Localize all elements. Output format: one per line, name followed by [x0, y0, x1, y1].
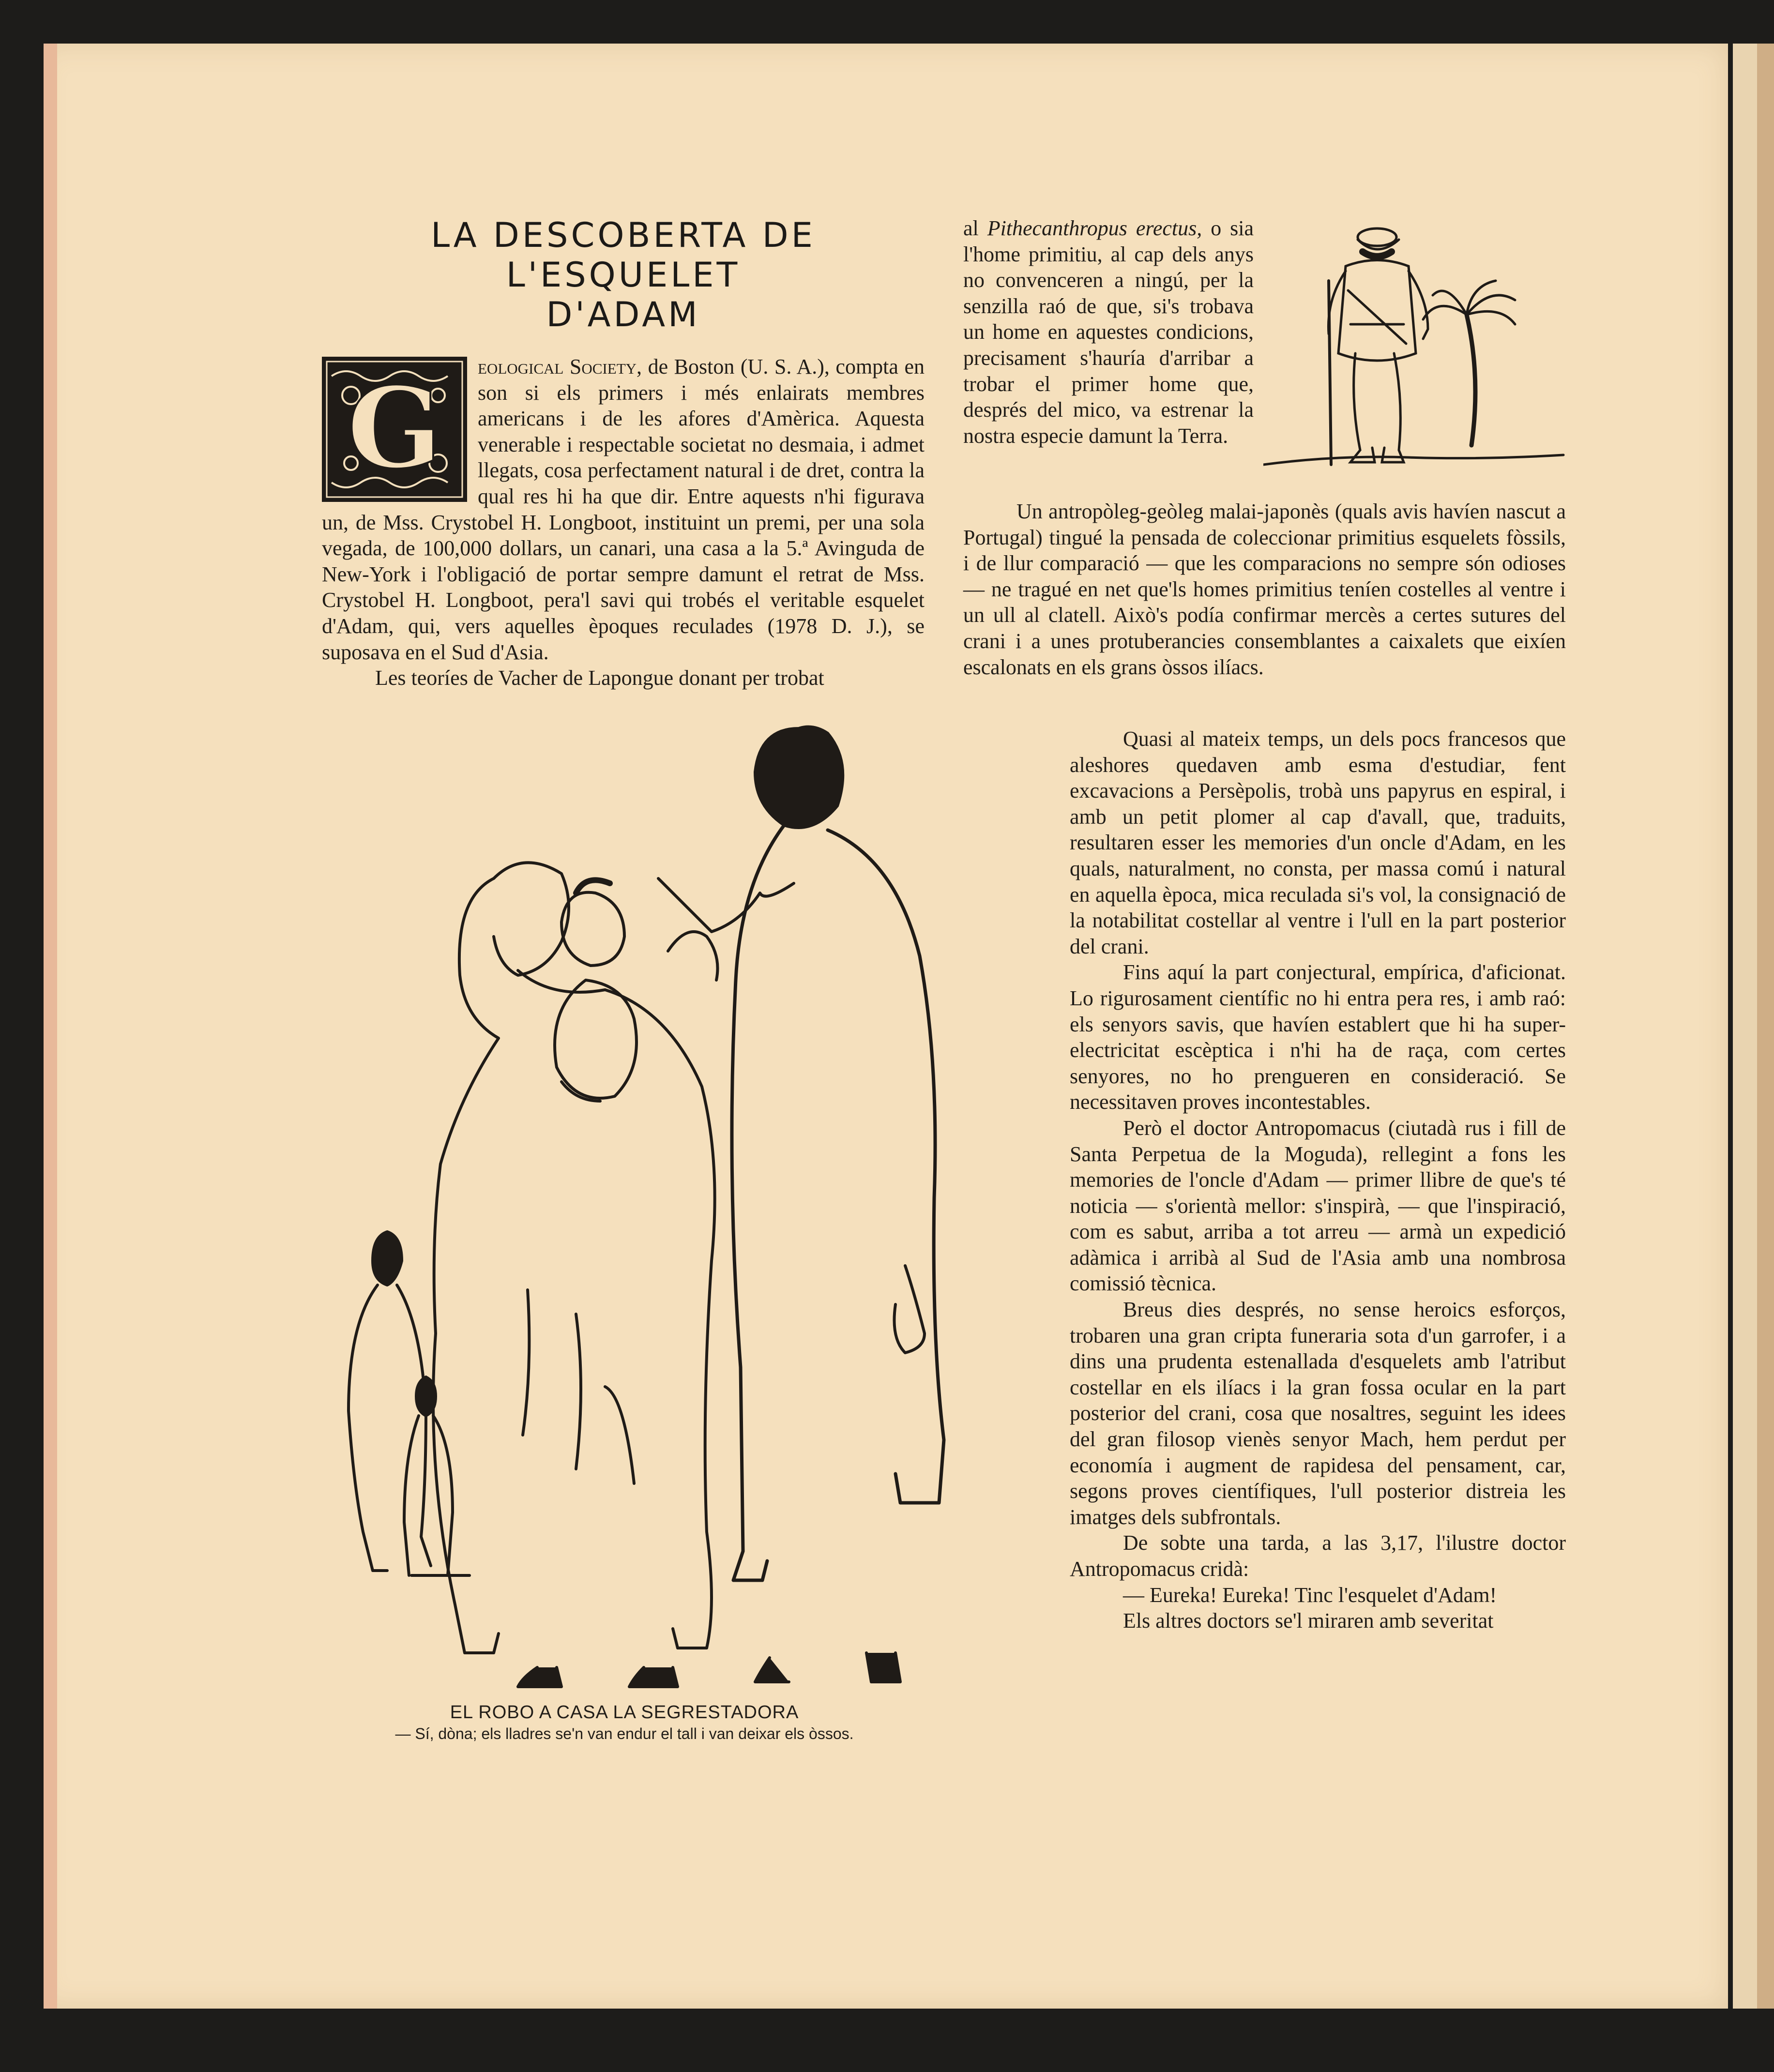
title-line-2: D'ADAM [546, 295, 700, 334]
caption-dialogue: — Sí, dòna; els lladres se'n van endur el tall i van deixar els òssos. [395, 1725, 854, 1742]
paragraph-7: Breus dies després, no sense heroics esforços, trobaren una gran cripta funeraria sota d'un garrofer, i a dins una prudenta estenallada d'esquelets amb l'atribut costellar en els ilíacs i la gran fossa ocular en la part posterior del crani, cosa que nosaltres, seguint les idees del gran filosop vienès senyor Mach, hem perdut per economía i augment de rapidesa del pensament, car, segons proves científiques, l'ull posterior distreia les imatges dels subfrontals. [1070, 1298, 1566, 1529]
paragraph-1-text: de Boston (U. S. A.), compta en son si els primers i més enlairats membres americans i de les afores d'Amèrica. Aquesta venerable i respectable societat no desmaia, i admet llegats, cosa perfectament natural i de dret, contra la qual res hi ha que dir. Entre aquests n'hi figurava un, de Mss. Crystobel H. Longboot, instituint un premi, per una sola vegada, de 100,000 dollars, un canari, una casa a la 5.ª Avinguda de New-York i l'obligació de portar sempre damunt el retrat de Mss. Crystobel H. Longboot, pera'l savi qui trobés el veritable esquelet d'Adam, qui, vers aquelles èpoques reculades (1978 D. J.), se suposava en el Sud d'Asia. [322, 355, 925, 664]
ornamental-initial-icon [322, 357, 467, 502]
left-column [322, 215, 925, 691]
paragraph-2-continued [963, 215, 1254, 449]
paragraph-9: — Eureka! Eureka! Tinc l'esquelet d'Adam! [1123, 1583, 1497, 1607]
paragraph-6: Però el doctor Antropomacus (ciutadà rus i fill de Santa Perpetua de la Moguda), rellegint a fons les memories de l'oncle d'Adam — primer llibre de que's té noticia — s'orientà mellor: s'inspirà, — que l'inspiració, com es sabut, arriba a tot arreu — armà un expedició adàmica i arribà al Sud de l'Asia amb una nombrosa comissió tècnica. [1070, 1116, 1566, 1296]
explorer-illustration [1263, 213, 1568, 489]
paragraph-2-lead: al [963, 216, 979, 240]
species-name: Pithecanthropus erectus, [987, 216, 1202, 240]
caption-title: EL ROBO A CASA LA SEGRESTADORA [450, 1702, 799, 1723]
illustration-caption [319, 1701, 929, 1744]
society-name: eological Society, [478, 355, 642, 378]
title-line-1: LA DESCOBERTA DE L'ESQUELET [431, 215, 816, 295]
women-and-baby-illustration [334, 709, 1070, 1701]
paragraph-8: De sobte una tarda, a las 3,17, l'ilustre doctor Antropomacus cridà: [1070, 1531, 1566, 1581]
article-title [322, 215, 925, 334]
paragraph-10: Els altres doctors se'l miraren amb severitat [1123, 1609, 1494, 1633]
paragraph-2-text: o sia l'home primitiu, al cap dels anys no convenceren a ningú, per la senzilla raó de que, si's trobava un home en aquestes condicions, precisament s'hauría d'arribar a trobar el primer home que, després del mico, va estrenar la nostra especie damunt la Terra. [963, 216, 1254, 448]
right-column-middle [963, 499, 1566, 680]
paragraph-2-start: Les teoríes de Vacher de Lapongue donant per trobat [375, 666, 824, 690]
page-edge [1728, 44, 1774, 2009]
right-column-top [963, 215, 1254, 449]
dropcap-letter: G [347, 363, 442, 494]
paragraph-4: Quasi al mateix temps, un dels pocs francesos que aleshores quedaven amb esma d'estudiar, fent excavacions a Persèpolis, trobà uns papyrus en espiral, i amb un petit plomer al cap d'avall, que, traduits, resultaren esser les memories d'un oncle d'Adam, en les quals, naturalment, no consta, per massa comú i natural en aquella època, mica reculada si's vol, la consignació de la notabilitat costellar al ventre i l'ull en la part posterior del crani. [1070, 727, 1566, 958]
paragraph-5: Fins aquí la part conjectural, empírica, d'aficionat. Lo rigurosament científic no hi entra pera res, i amb raó: els senyors savis, que havíen establert que hi ha super-electricitat escèptica i n'hi ha de raça, com certes senyores, no ho prengueren en consideració. Se necessitaven proves incontestables. [1070, 960, 1566, 1114]
paragraph-3: Un antropòleg-geòleg malai-japonès (quals avis havíen nascut a Portugal) tingué la pensada de coleccionar primitius esquelets fòssils, i de llur comparació — que les comparacions no sempre són odioses — ne tragué en net que'ls homes primitius teníen costelles al ventre i un ull al clatell. Això's podía confirmar mercès a certes sutures del crani i a unes protuberancies consemblantes a caixalets que eixíen escalonats en els grans òssos ilíacs. [963, 499, 1566, 679]
right-column-narrow [1070, 726, 1566, 1634]
